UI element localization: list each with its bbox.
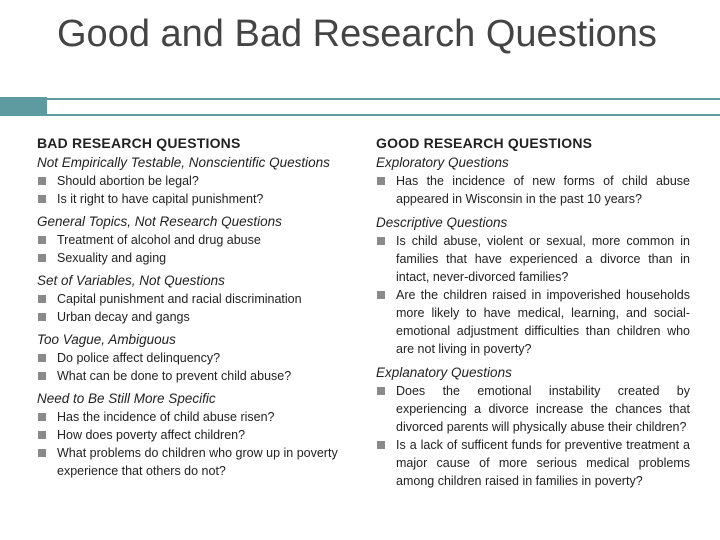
slide-title: Good and Bad Research Questions	[57, 13, 657, 55]
accent-block	[0, 97, 47, 116]
item-text: Has the incidence of new forms of child abuse appeared in Wisconsin in the past 10 years?	[396, 174, 690, 206]
square-bullet-icon	[377, 387, 385, 395]
item-text: Do police affect delinquency?	[57, 351, 221, 365]
square-bullet-icon	[377, 237, 385, 245]
question-list	[376, 232, 690, 358]
section-heading: Need to Be Still More Specific	[37, 391, 216, 406]
section-heading: Exploratory Questions	[376, 155, 509, 170]
item-text: Are the children raised in impoverished households more likely to have medical, learning, and social-emotional adjustment difficulties than children who are not living in poverty?	[396, 288, 690, 356]
good-questions-heading: GOOD RESEARCH QUESTIONS	[376, 135, 593, 151]
question-list	[37, 408, 355, 480]
question-list	[376, 172, 690, 208]
item-text: Urban decay and gangs	[57, 310, 190, 324]
list-item	[376, 382, 690, 436]
section-heading: Set of Variables, Not Questions	[37, 273, 225, 288]
title-rule	[47, 98, 720, 116]
list-item	[37, 408, 355, 426]
square-bullet-icon	[377, 177, 385, 185]
list-item	[376, 172, 690, 208]
item-text: Has the incidence of child abuse risen?	[57, 410, 275, 424]
item-text: Sexuality and aging	[57, 251, 167, 265]
square-bullet-icon	[38, 236, 46, 244]
list-item	[37, 444, 355, 480]
list-item	[37, 190, 355, 208]
item-text: Is a lack of sufficent funds for preventive treatment a major cause of more serious medical problems among children raised in families in poverty?	[396, 438, 690, 488]
question-list	[37, 172, 355, 208]
list-item	[37, 367, 355, 385]
list-item	[37, 172, 355, 190]
square-bullet-icon	[377, 291, 385, 299]
square-bullet-icon	[38, 372, 46, 380]
square-bullet-icon	[38, 354, 46, 362]
list-item	[37, 231, 355, 249]
question-list	[37, 290, 355, 326]
square-bullet-icon	[38, 413, 46, 421]
item-text: Should abortion be legal?	[57, 174, 199, 188]
square-bullet-icon	[38, 254, 46, 262]
list-item	[376, 232, 690, 286]
square-bullet-icon	[38, 449, 46, 457]
question-list	[376, 382, 690, 490]
list-item	[37, 290, 355, 308]
question-list	[37, 349, 355, 385]
item-text: How does poverty affect children?	[57, 428, 246, 442]
section-heading: Descriptive Questions	[376, 215, 508, 230]
list-item	[37, 349, 355, 367]
item-text: Capital punishment and racial discrimination	[57, 292, 302, 306]
section-heading: Too Vague, Ambiguous	[37, 332, 176, 347]
bad-questions-heading: BAD RESEARCH QUESTIONS	[37, 135, 241, 151]
list-item	[376, 436, 690, 490]
item-text: What problems do children who grow up in poverty experience that others do not?	[57, 446, 338, 478]
section-heading: Explanatory Questions	[376, 365, 512, 380]
item-text: Is it right to have capital punishment?	[57, 192, 264, 206]
item-text: What can be done to prevent child abuse?	[57, 369, 292, 383]
question-list	[37, 231, 355, 267]
square-bullet-icon	[38, 177, 46, 185]
bad-questions-column	[37, 134, 355, 485]
list-item	[376, 286, 690, 358]
item-text: Does the emotional instability created by experiencing a divorce increase the chances that divorced parents will physically abuse their children?	[396, 384, 690, 434]
list-item	[37, 308, 355, 326]
section-heading: General Topics, Not Research Questions	[37, 214, 282, 229]
item-text: Is child abuse, violent or sexual, more common in families that have experienced a divorce than in intact, never-divorced families?	[396, 234, 690, 284]
square-bullet-icon	[38, 195, 46, 203]
square-bullet-icon	[38, 431, 46, 439]
list-item	[37, 426, 355, 444]
section-heading: Not Empirically Testable, Nonscientific Questions	[37, 155, 330, 170]
list-item	[37, 249, 355, 267]
square-bullet-icon	[38, 313, 46, 321]
square-bullet-icon	[377, 441, 385, 449]
good-questions-column	[376, 134, 690, 495]
square-bullet-icon	[38, 295, 46, 303]
item-text: Treatment of alcohol and drug abuse	[57, 233, 261, 247]
